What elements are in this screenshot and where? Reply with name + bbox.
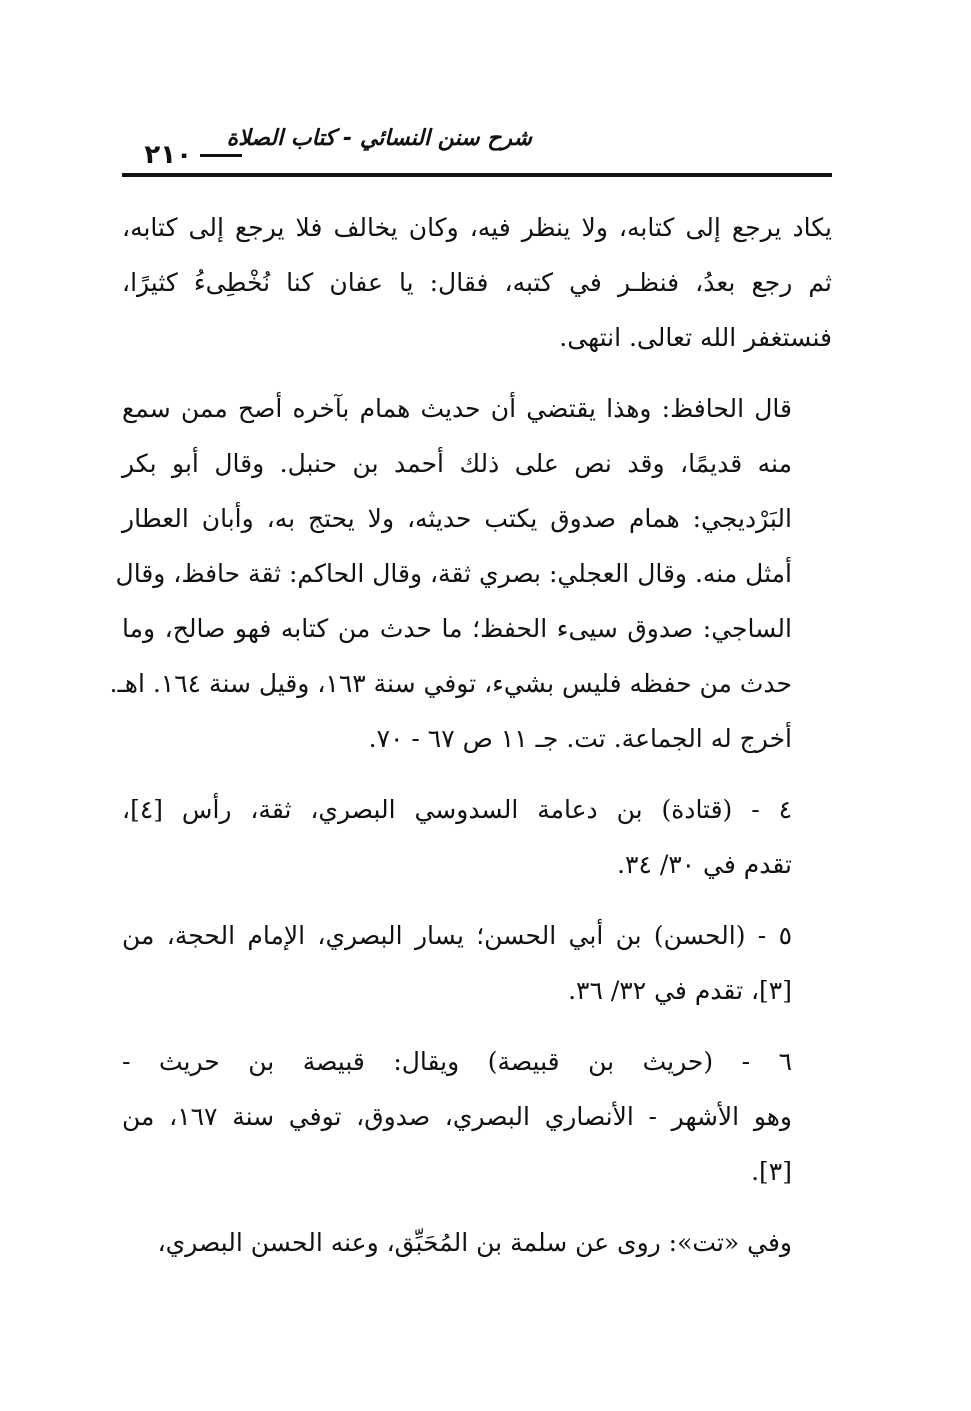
text-line: قال الحافظ: وهذا يقتضي أن حديث همام بآخره أصح ممن سمع (122, 394, 792, 423)
page-number: ٢١٠ (144, 140, 192, 170)
text-line: فنستغفر الله تعالى. انتهى. (559, 323, 832, 352)
text-line: منه قديمًا، وقد نص على ذلك أحمد بن حنبل. وقال أبو بكر (122, 449, 792, 478)
paragraph-narrator-hurayth (122, 1034, 832, 1199)
text-line: ٥ - (الحسن) بن أبي الحسن؛ يسار البصري، الإمام الحجة، من (122, 921, 792, 950)
paragraph-tahdhib-note (122, 1215, 832, 1270)
paragraph-continuation (122, 200, 832, 365)
text-line: [٣]، تقدم في ٣٢/ ٣٦. (568, 976, 792, 1005)
text-line: ثم رجع بعدُ، فنظـر في كتبه، فقال: يا عفان كنا نُخْطِىءُ كثيرًا، (122, 268, 832, 297)
text-line: تقدم في ٣٠/ ٣٤. (617, 850, 792, 879)
paragraph-narrator-hasan (122, 908, 832, 1018)
text-line: البَرْديجي: همام صدوق يكتب حديثه، ولا يحتج به، وأبان العطار (122, 504, 792, 533)
text-line: [٣]. (751, 1157, 792, 1186)
text-line: الساجي: صدوق سيىء الحفظ؛ ما حدث من كتابه فهو صالح، وما (122, 614, 792, 643)
page-number-dash (200, 154, 242, 157)
text-line: يكاد يرجع إلى كتابه، ولا ينظر فيه، وكان يخالف فلا يرجع إلى كتابه، (122, 213, 832, 242)
body-text (109, 200, 832, 1286)
text-line: أمثل منه. وقال العجلي: بصري ثقة، وقال الحاكم: ثقة حافظ، وقال (115, 559, 792, 588)
paragraph-hafiz-quote (109, 381, 832, 766)
text-line: حدث من حفظه فليس بشيء، توفي سنة ١٦٣، وقيل سنة ١٦٤. اهـ. (109, 669, 792, 698)
header-rule (122, 173, 832, 177)
text-line: وهو الأشهر - الأنصاري البصري، صدوق، توفي سنة ١٦٧، من (122, 1102, 792, 1131)
text-line: أخرج له الجماعة. تت. جـ ١١ ص ٦٧ - ٧٠. (368, 724, 792, 753)
paragraph-narrator-qatada (122, 782, 832, 892)
running-header (122, 118, 832, 178)
text-line: وفي «تت»: روى عن سلمة بن المُحَبِّق، وعنه الحسن البصري، (157, 1228, 792, 1257)
running-header-title: شرح سنن النسائي - كتاب الصلاة (226, 126, 532, 151)
text-line: ٦ - (حريث بن قبيصة) ويقال: قبيصة بن حريث - (122, 1047, 792, 1076)
text-line: ٤ - (قتادة) بن دعامة السدوسي البصري، ثقة، رأس [٤]، (122, 795, 792, 824)
